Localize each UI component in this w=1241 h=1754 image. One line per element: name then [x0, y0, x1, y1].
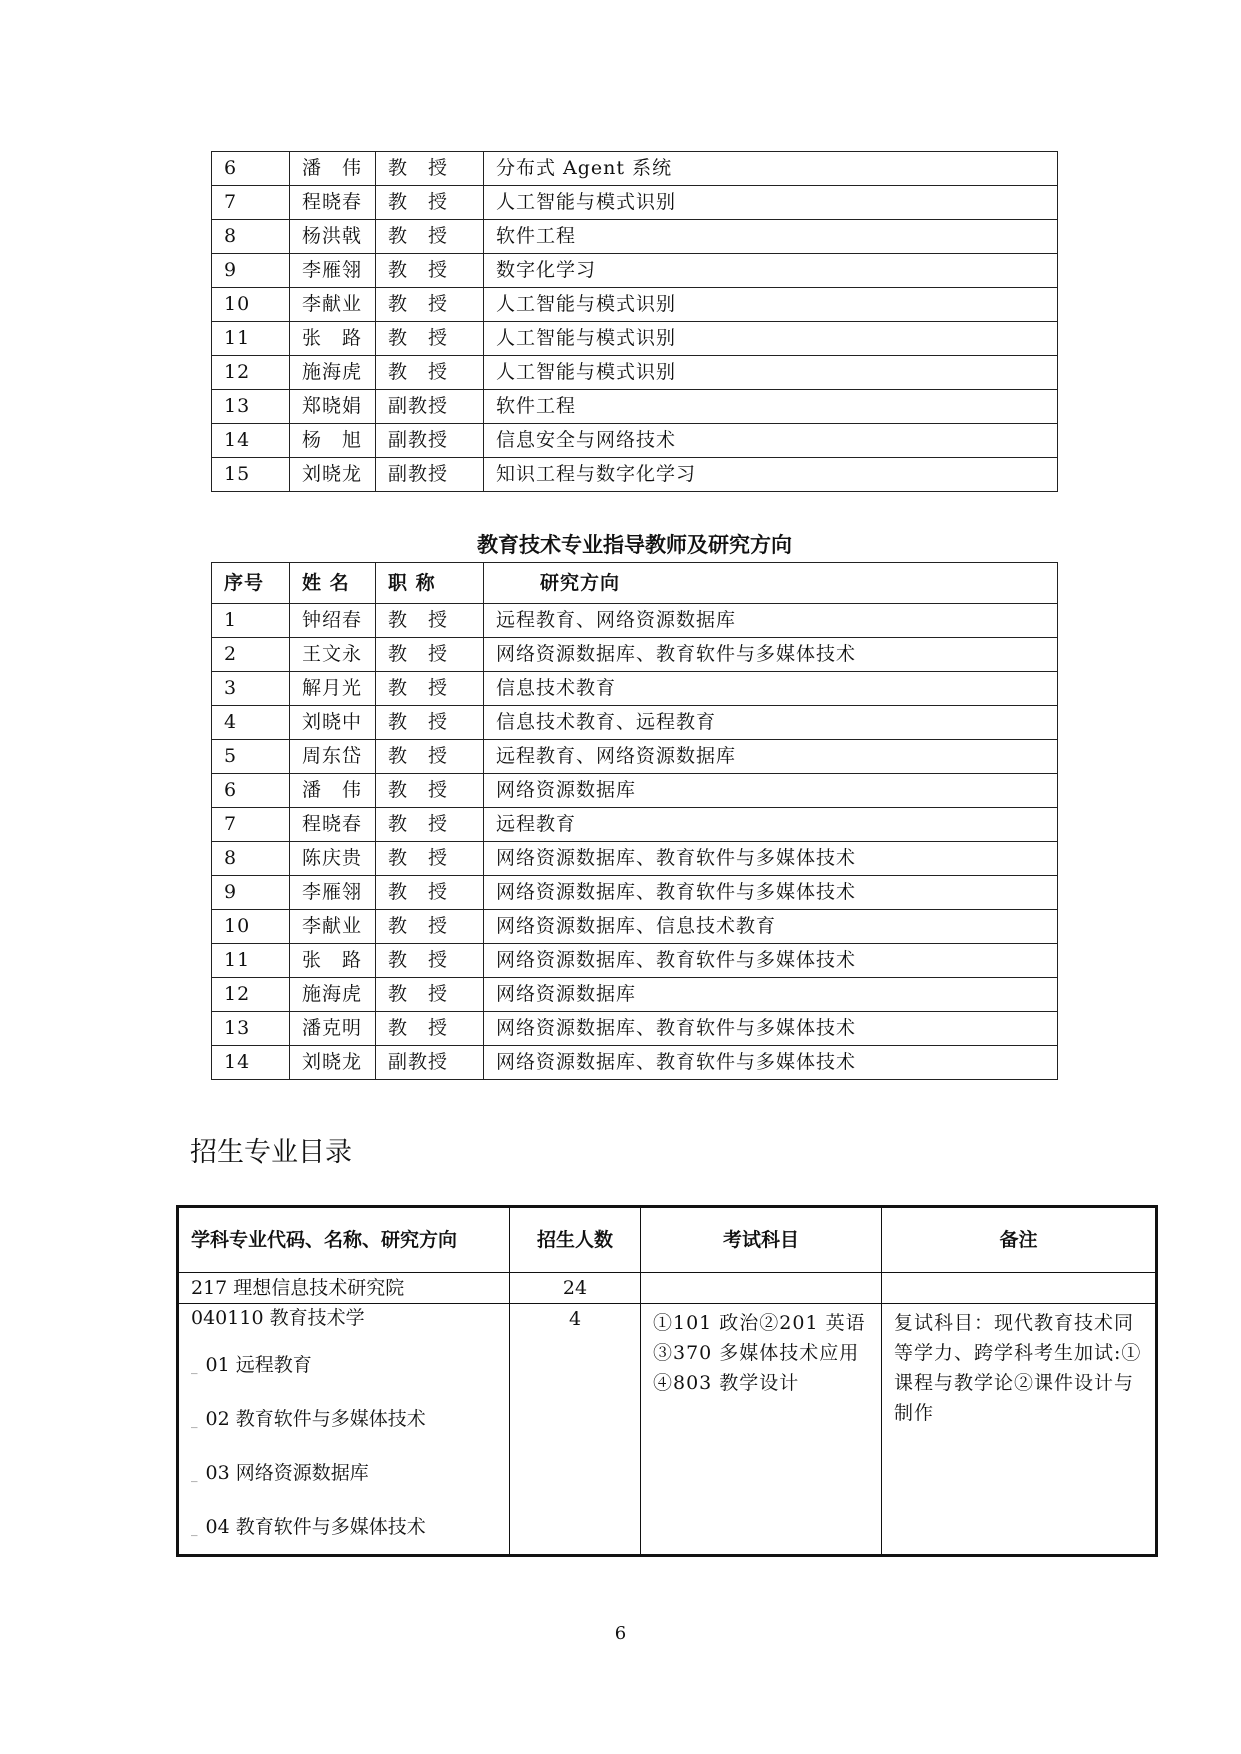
direction-marker: _	[191, 1414, 198, 1429]
cell-name: 张 路	[290, 944, 376, 978]
table-row	[212, 458, 1058, 492]
table-row	[212, 978, 1058, 1012]
table-row	[212, 876, 1058, 910]
institute-row	[178, 1273, 1157, 1304]
header-research: 研究方向	[484, 563, 1058, 604]
cell-title: 教 授	[376, 152, 484, 186]
major-exam: ①101 政治②201 英语③370 多媒体技术应用④803 教学设计	[641, 1304, 882, 1556]
cell-title: 教 授	[376, 220, 484, 254]
cell-research: 网络资源数据库、教育软件与多媒体技术	[484, 1012, 1058, 1046]
cell-research: 信息技术教育	[484, 672, 1058, 706]
cell-research: 网络资源数据库、教育软件与多媒体技术	[484, 876, 1058, 910]
cell-index: 5	[212, 740, 290, 774]
table2-title: 教育技术专业指导教师及研究方向	[477, 533, 792, 557]
cell-research: 数字化学习	[484, 254, 1058, 288]
table-row	[212, 944, 1058, 978]
major-row	[178, 1304, 1157, 1556]
cell-index: 4	[212, 706, 290, 740]
cell-name: 李雁翎	[290, 876, 376, 910]
cell-title: 教 授	[376, 808, 484, 842]
cell-index: 7	[212, 186, 290, 220]
cell-index: 12	[212, 978, 290, 1012]
cell-index: 8	[212, 220, 290, 254]
cell-research: 远程教育、网络资源数据库	[484, 740, 1058, 774]
cell-research: 网络资源数据库、教育软件与多媒体技术	[484, 1046, 1058, 1080]
cell-name: 李献业	[290, 910, 376, 944]
cell-title: 教 授	[376, 322, 484, 356]
cell-research: 软件工程	[484, 220, 1058, 254]
table-row	[212, 288, 1058, 322]
cell-research: 远程教育	[484, 808, 1058, 842]
cell-name: 程晓春	[290, 186, 376, 220]
cell-name: 周东岱	[290, 740, 376, 774]
table-row	[212, 672, 1058, 706]
table-row	[212, 638, 1058, 672]
cell-index: 10	[212, 910, 290, 944]
table-row	[212, 322, 1058, 356]
cell-index: 11	[212, 322, 290, 356]
edu-tech-advisor-table	[211, 562, 1058, 1080]
direction-item	[191, 1392, 509, 1446]
cell-research: 分布式 Agent 系统	[484, 152, 1058, 186]
table-row	[212, 706, 1058, 740]
cell-index: 9	[212, 876, 290, 910]
cell-title: 教 授	[376, 876, 484, 910]
cell-index: 7	[212, 808, 290, 842]
cell-index: 9	[212, 254, 290, 288]
advisor-table-continued	[211, 151, 1058, 492]
cell-research: 人工智能与模式识别	[484, 356, 1058, 390]
cell-name: 潘 伟	[290, 774, 376, 808]
cell-research: 网络资源数据库、信息技术教育	[484, 910, 1058, 944]
cell-research: 网络资源数据库、教育软件与多媒体技术	[484, 944, 1058, 978]
table-row	[212, 910, 1058, 944]
cell-name: 杨 旭	[290, 424, 376, 458]
direction-item	[191, 1500, 509, 1554]
institute-note	[882, 1273, 1157, 1304]
table-row	[212, 808, 1058, 842]
cell-index: 1	[212, 604, 290, 638]
cell-title: 教 授	[376, 672, 484, 706]
institute-name: 217 理想信息技术研究院	[178, 1273, 510, 1304]
cell-name: 潘 伟	[290, 152, 376, 186]
major-note: 复试科目：现代教育技术同等学力、跨学科考生加试:①课程与教学论②课件设计与制作	[882, 1304, 1157, 1556]
cell-index: 14	[212, 424, 290, 458]
institute-exam	[641, 1273, 882, 1304]
cell-title: 副教授	[376, 458, 484, 492]
cell-title: 教 授	[376, 740, 484, 774]
cell-research: 远程教育、网络资源数据库	[484, 604, 1058, 638]
page-number: 6	[614, 1623, 627, 1644]
cell-research: 网络资源数据库	[484, 774, 1058, 808]
header-name: 姓 名	[290, 563, 376, 604]
cell-title: 教 授	[376, 638, 484, 672]
cell-title: 教 授	[376, 978, 484, 1012]
cell-index: 13	[212, 390, 290, 424]
cell-name: 程晓春	[290, 808, 376, 842]
cell-index: 2	[212, 638, 290, 672]
cell-name: 张 路	[290, 322, 376, 356]
section-title: 招生专业目录	[190, 1137, 352, 1168]
table-row	[212, 1012, 1058, 1046]
direction-label: 01 远程教育	[205, 1354, 312, 1376]
direction-label: 03 网络资源数据库	[205, 1462, 369, 1484]
cell-research: 人工智能与模式识别	[484, 322, 1058, 356]
direction-item	[191, 1338, 509, 1392]
enrollment-catalog-table	[176, 1205, 1158, 1557]
cell-index: 15	[212, 458, 290, 492]
cell-title: 教 授	[376, 774, 484, 808]
cell-name: 陈庆贵	[290, 842, 376, 876]
direction-item	[191, 1446, 509, 1500]
header-exam: 考试科目	[641, 1207, 882, 1273]
table-header-row	[178, 1207, 1157, 1273]
cell-title: 副教授	[376, 1046, 484, 1080]
table-row	[212, 220, 1058, 254]
cell-name: 王文永	[290, 638, 376, 672]
direction-marker: _	[191, 1468, 198, 1483]
cell-index: 12	[212, 356, 290, 390]
cell-name: 解月光	[290, 672, 376, 706]
cell-name: 施海虎	[290, 978, 376, 1012]
header-count: 招生人数	[510, 1207, 641, 1273]
cell-name: 钟绍春	[290, 604, 376, 638]
direction-marker: _	[191, 1360, 198, 1375]
cell-title: 教 授	[376, 254, 484, 288]
cell-title: 教 授	[376, 910, 484, 944]
cell-name: 李献业	[290, 288, 376, 322]
header-major: 学科专业代码、名称、研究方向	[178, 1207, 510, 1273]
table-row	[212, 740, 1058, 774]
cell-name: 刘晓中	[290, 706, 376, 740]
cell-research: 软件工程	[484, 390, 1058, 424]
cell-title: 教 授	[376, 604, 484, 638]
cell-index: 11	[212, 944, 290, 978]
table-row	[212, 152, 1058, 186]
cell-name: 李雁翎	[290, 254, 376, 288]
cell-research: 人工智能与模式识别	[484, 288, 1058, 322]
cell-title: 教 授	[376, 1012, 484, 1046]
cell-index: 8	[212, 842, 290, 876]
table-header-row	[212, 563, 1058, 604]
table-row	[212, 254, 1058, 288]
table-row	[212, 186, 1058, 220]
cell-research: 信息技术教育、远程教育	[484, 706, 1058, 740]
cell-title: 教 授	[376, 944, 484, 978]
cell-name: 潘克明	[290, 1012, 376, 1046]
cell-name: 杨洪戟	[290, 220, 376, 254]
cell-index: 13	[212, 1012, 290, 1046]
cell-index: 3	[212, 672, 290, 706]
table-row	[212, 842, 1058, 876]
cell-index: 14	[212, 1046, 290, 1080]
cell-title: 教 授	[376, 288, 484, 322]
direction-label: 04 教育软件与多媒体技术	[205, 1516, 426, 1538]
cell-index: 6	[212, 152, 290, 186]
direction-label: 02 教育软件与多媒体技术	[205, 1408, 426, 1430]
cell-index: 10	[212, 288, 290, 322]
cell-title: 教 授	[376, 186, 484, 220]
header-index: 序号	[212, 563, 290, 604]
major-count: 4	[510, 1304, 641, 1556]
cell-index: 6	[212, 774, 290, 808]
major-cell	[178, 1304, 510, 1556]
table-row	[212, 1046, 1058, 1080]
table-row	[212, 774, 1058, 808]
table-row	[212, 356, 1058, 390]
cell-title: 副教授	[376, 424, 484, 458]
direction-marker: _	[191, 1522, 198, 1537]
table-row	[212, 604, 1058, 638]
cell-title: 教 授	[376, 842, 484, 876]
table-row	[212, 390, 1058, 424]
cell-research: 网络资源数据库、教育软件与多媒体技术	[484, 638, 1058, 672]
cell-name: 郑晓娟	[290, 390, 376, 424]
cell-name: 刘晓龙	[290, 458, 376, 492]
institute-count: 24	[510, 1273, 641, 1304]
header-title: 职 称	[376, 563, 484, 604]
cell-title: 教 授	[376, 356, 484, 390]
cell-name: 施海虎	[290, 356, 376, 390]
cell-research: 网络资源数据库、教育软件与多媒体技术	[484, 842, 1058, 876]
major-name: 040110 教育技术学	[191, 1307, 365, 1329]
cell-title: 副教授	[376, 390, 484, 424]
cell-name: 刘晓龙	[290, 1046, 376, 1080]
cell-title: 教 授	[376, 706, 484, 740]
cell-research: 知识工程与数字化学习	[484, 458, 1058, 492]
cell-research: 信息安全与网络技术	[484, 424, 1058, 458]
table-row	[212, 424, 1058, 458]
header-note: 备注	[882, 1207, 1157, 1273]
cell-research: 人工智能与模式识别	[484, 186, 1058, 220]
cell-research: 网络资源数据库	[484, 978, 1058, 1012]
